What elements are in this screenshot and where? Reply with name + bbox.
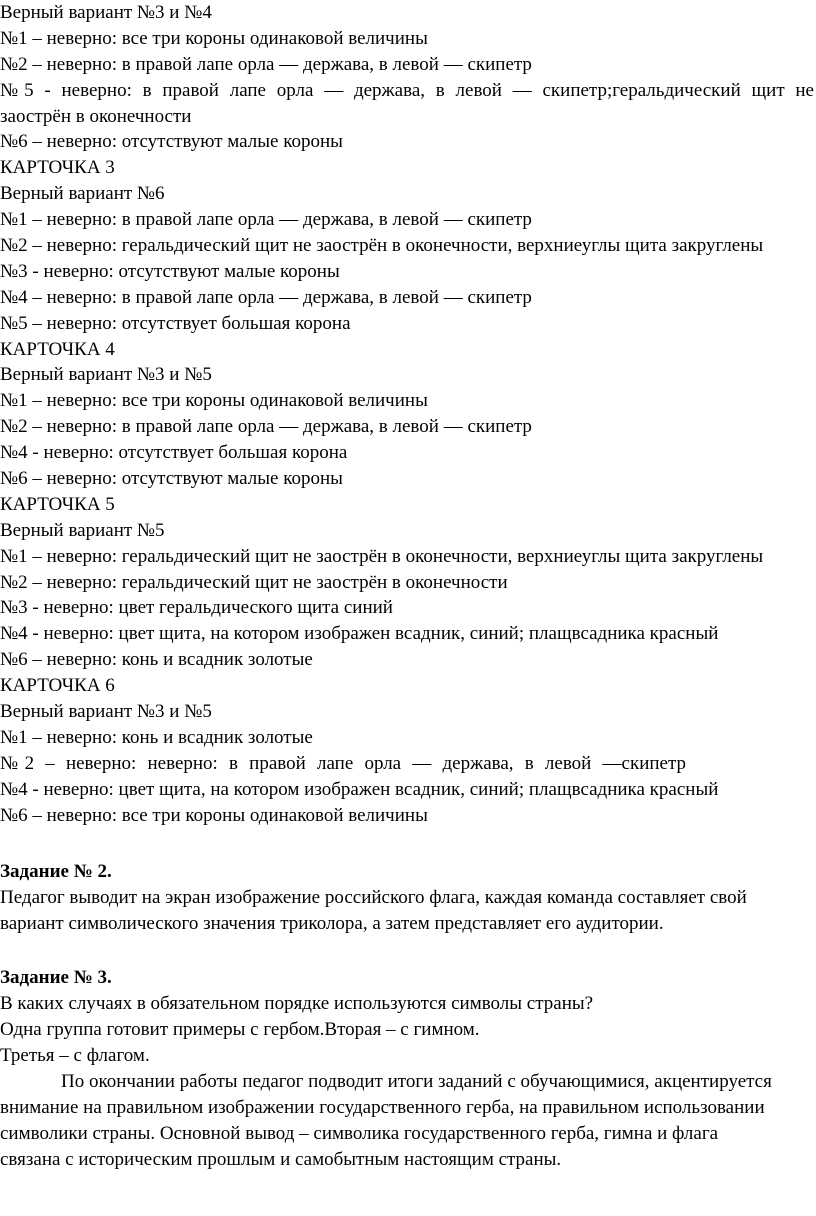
task2-heading: Задание № 2. (0, 860, 112, 882)
task2-line: Педагог выводит на экран изображение российского флага, каждая команда составляет свой (0, 886, 747, 908)
answer-line: Верный вариант №3 и №5 (0, 364, 212, 386)
task3-line: В каких случаях в обязательном порядке используются символы страны? (0, 992, 594, 1014)
spacer (0, 829, 814, 859)
card-heading: КАРТОЧКА 5 (0, 493, 115, 515)
answer-line: Верный вариант №5 (0, 519, 165, 541)
conclusion-line: связана с историческим прошлым и самобытным настоящим страны. (0, 1148, 562, 1170)
card-heading: КАРТОЧКА 3 (0, 157, 115, 179)
answer-line: Верный вариант №3 и №5 (0, 701, 212, 723)
task3-heading: Задание № 3. (0, 966, 112, 988)
answer-line: №6 – неверно: все три короны одинаковой величины (0, 804, 428, 826)
answer-line: Верный вариант №6 (0, 183, 165, 205)
answer-line: №2 – неверно: в правой лапе орла — держава, в левой — скипетр (0, 53, 532, 75)
answer-line: №1 – неверно: конь и всадник золотые (0, 726, 313, 748)
answer-line: №2 – неверно: геральдический щит не заострён в оконечности, верхниеуглы щита закруглены (0, 235, 764, 257)
card-heading: КАРТОЧКА 4 (0, 338, 115, 360)
answer-line: №5 - неверно: в правой лапе орла — держава, в левой — скипетр;геральдический щит не (0, 79, 814, 101)
answer-line: №6 – неверно: конь и всадник золотые (0, 649, 313, 671)
answer-line: №1 – неверно: геральдический щит не заострён в оконечности, верхниеуглы щита закруглены (0, 545, 764, 567)
card-heading: КАРТОЧКА 6 (0, 675, 115, 697)
answer-line: №1 – неверно: все три короны одинаковой величины (0, 390, 428, 412)
answer-line: №4 - неверно: цвет щита, на котором изображен всадник, синий; плащвсадника красный (0, 778, 719, 800)
answer-line: №6 – неверно: отсутствуют малые короны (0, 468, 343, 490)
answer-line: №1 – неверно: в правой лапе орла — держава, в левой — скипетр (0, 209, 532, 231)
answer-line: №4 – неверно: в правой лапе орла — держава, в левой — скипетр (0, 286, 532, 308)
answer-line: №2 – неверно: в правой лапе орла — держава, в левой — скипетр (0, 416, 532, 438)
answer-line: №4 - неверно: отсутствует большая корона (0, 442, 348, 464)
task3-section (0, 965, 814, 1173)
answer-line: №2 – неверно: геральдический щит не заострён в оконечности (0, 571, 508, 593)
task2-line: вариант символического значения триколора, а затем представляет его аудитории. (0, 912, 664, 934)
task3-line: Третья – с флагом. (0, 1044, 150, 1066)
spacer (0, 937, 814, 965)
answer-line: №6 – неверно: отсутствуют малые короны (0, 131, 343, 153)
task3-line: Одна группа готовит примеры с гербом.Вторая – с гимном. (0, 1018, 480, 1040)
answer-line: №1 – неверно: все три короны одинаковой величины (0, 27, 428, 49)
task2-section (0, 859, 814, 937)
answer-line: Верный вариант №3 и №4 (0, 2, 212, 23)
conclusion-line: внимание на правильном изображении государственного герба, на правильном использовании (0, 1096, 765, 1118)
answer-line: №5 – неверно: отсутствует большая корона (0, 312, 351, 334)
answer-line: №2 – неверно: неверно: в правой лапе орла — держава, в левой —скипетр (0, 752, 686, 774)
answer-line: заострён в оконечности (0, 105, 192, 127)
conclusion-line: символики страны. Основной вывод – символика государственного герба, гимна и флага (0, 1122, 719, 1144)
answer-line: №4 - неверно: цвет щита, на котором изображен всадник, синий; плащвсадника красный (0, 623, 719, 645)
answer-line: №3 - неверно: отсутствуют малые короны (0, 260, 340, 282)
answer-line: №3 - неверно: цвет геральдического щита синий (0, 597, 393, 619)
conclusion-line: По окончании работы педагог подводит итоги заданий с обучающимися, акцентируется (61, 1070, 772, 1092)
